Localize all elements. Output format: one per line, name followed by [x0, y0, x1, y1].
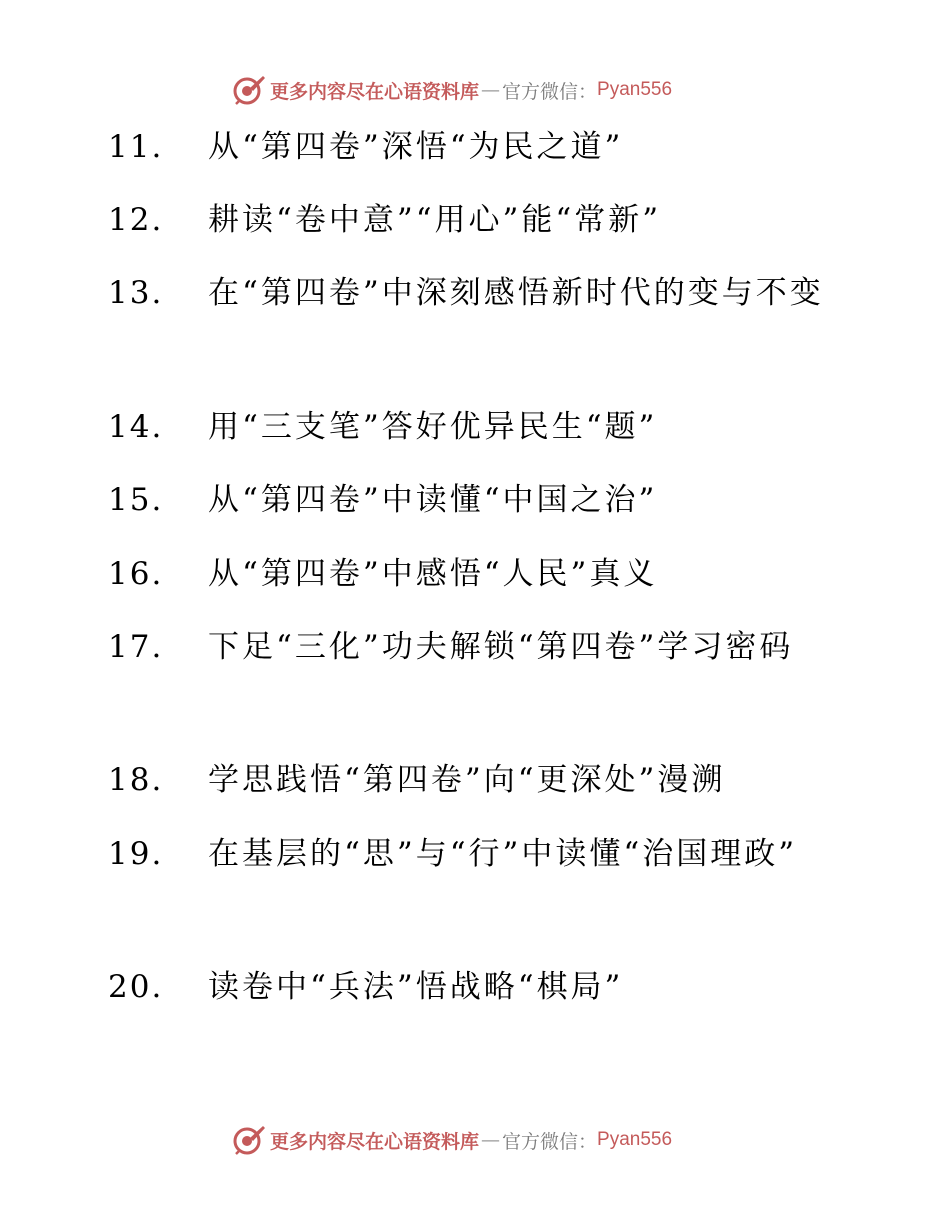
list-item [98, 258, 838, 328]
list-item [98, 465, 838, 535]
list-item [98, 185, 838, 255]
pen-logo-icon [232, 73, 266, 107]
watermark-dash: — [481, 1129, 501, 1151]
list-item-text: 在“第四卷”中深刻感悟新时代的变与不变 [208, 275, 824, 311]
list-item-number: 11. [108, 129, 164, 165]
list-item-text: 耕读“卷中意”“用心”能“常新” [208, 202, 662, 238]
list-item [98, 539, 838, 609]
list-item-text: 用“三支笔”答好优异民生“题” [208, 409, 658, 445]
list-item [98, 952, 838, 1022]
list-item-text: 从“第四卷”中读懂“中国之治” [208, 482, 658, 518]
list-item-number: 15. [108, 482, 164, 518]
list-item-number: 14. [108, 409, 164, 445]
list-item-number: 19. [108, 836, 164, 872]
list-item-number: 18. [108, 762, 164, 798]
list-item-text: 学思践悟“第四卷”向“更深处”漫溯 [208, 762, 726, 798]
list-item [98, 112, 838, 182]
list-item-number: 20. [108, 969, 164, 1005]
list-item [98, 819, 838, 889]
list-item-text: 从“第四卷”中感悟“人民”真义 [208, 556, 658, 592]
list-item-number: 17. [108, 629, 164, 665]
list-item [98, 392, 838, 462]
list-item-text: 从“第四卷”深悟“为民之道” [208, 129, 624, 165]
watermark-wechat-id: Pyan556 [597, 1129, 673, 1150]
header-watermark [232, 72, 672, 108]
watermark-dash: — [481, 79, 501, 101]
watermark-wechat-id: Pyan556 [597, 79, 673, 100]
footer-watermark [232, 1122, 672, 1158]
list-item [98, 745, 838, 815]
watermark-sub-text: 官方微信： [502, 1130, 598, 1153]
list-item-text: 读卷中“兵法”悟战略“棋局” [208, 969, 624, 1005]
list-item-text: 在基层的“思”与“行”中读懂“治国理政” [208, 836, 798, 872]
list-item-number: 16. [108, 556, 164, 592]
watermark-sub-text: 官方微信： [502, 80, 598, 103]
list-item-number: 13. [108, 275, 164, 311]
pen-logo-icon [232, 1123, 266, 1157]
list-item-number: 12. [108, 202, 164, 238]
watermark-main-text: 更多内容尽在心语资料库 [270, 80, 480, 103]
watermark-main-text: 更多内容尽在心语资料库 [270, 1130, 480, 1153]
list-item-text: 下足“三化”功夫解锁“第四卷”学习密码 [208, 629, 794, 665]
list-item [98, 612, 838, 682]
